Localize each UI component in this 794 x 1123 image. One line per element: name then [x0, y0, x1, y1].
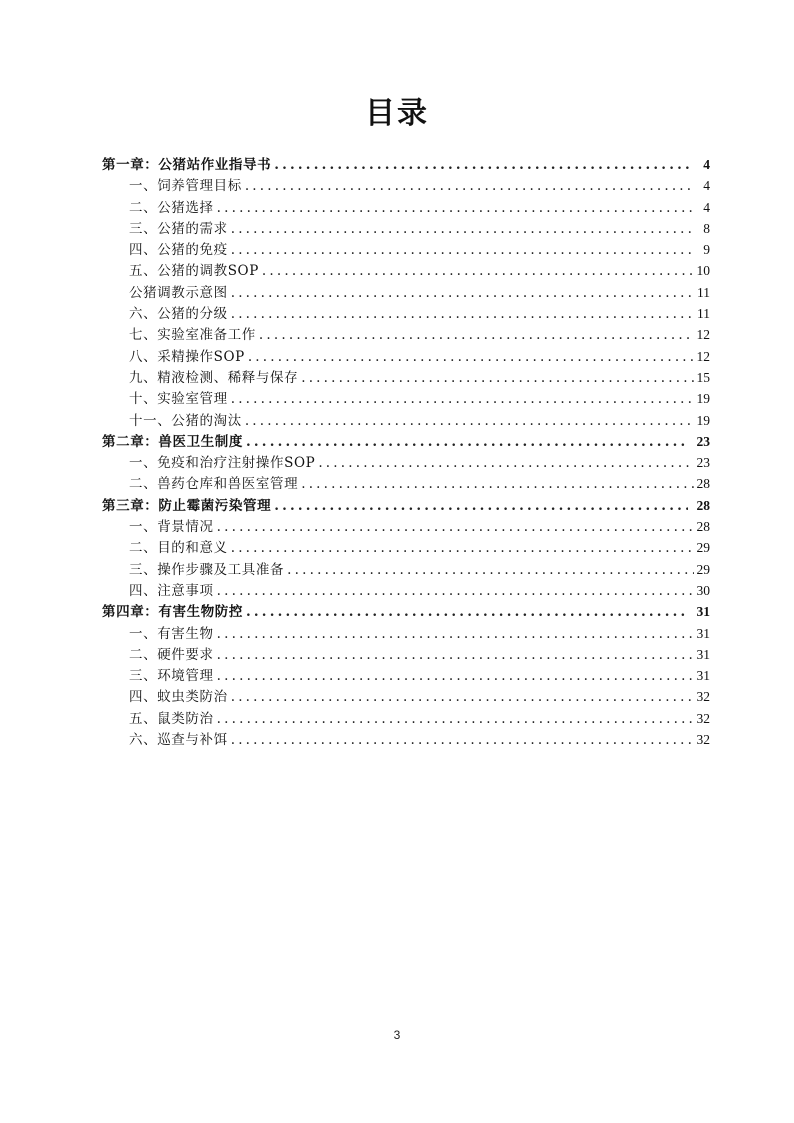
- toc-section-entry[interactable]: [102, 260, 710, 281]
- toc-section-entry[interactable]: [102, 516, 710, 537]
- toc-entry-title: 十、实验室管理: [129, 391, 228, 408]
- toc-section-entry[interactable]: [102, 644, 710, 665]
- toc-entry-title: 第一章：公猪站作业指导书: [102, 157, 272, 173]
- toc-dot-leader: [217, 581, 694, 602]
- toc-entry-title: 二、公猪选择: [129, 199, 214, 216]
- toc-section-entry[interactable]: [102, 665, 710, 686]
- toc-section-entry[interactable]: [102, 175, 710, 196]
- toc-entry-title: 一、有害生物: [129, 625, 214, 642]
- toc-dot-leader: [231, 283, 694, 304]
- toc-entry-title: 第三章：防止霉菌污染管理: [102, 497, 272, 514]
- toc-page-number: 11: [697, 284, 710, 300]
- toc-dot-leader: [231, 219, 695, 240]
- toc-section-entry[interactable]: [102, 367, 710, 388]
- toc-dot-leader: [217, 666, 694, 687]
- toc-page-number: 32: [696, 689, 710, 705]
- toc-page-number: 31: [696, 646, 710, 662]
- toc-entry-title: 三、公猪的需求: [129, 220, 228, 237]
- toc-page-number: 9: [703, 242, 710, 258]
- toc-section-entry[interactable]: [102, 473, 710, 494]
- toc-dot-leader: [217, 624, 694, 645]
- toc-section-entry[interactable]: [102, 623, 710, 644]
- toc-entry-title: 六、公猪的分级: [129, 306, 228, 323]
- toc-dot-leader: [301, 368, 693, 389]
- toc-dot-leader: [318, 453, 693, 474]
- toc-section-entry[interactable]: [102, 282, 710, 303]
- toc-chapter-entry[interactable]: [102, 431, 710, 452]
- toc-page-number: 31: [696, 668, 710, 684]
- toc-entry-title: 一、背景情况: [129, 519, 214, 536]
- toc-section-entry[interactable]: [102, 708, 710, 729]
- toc-dot-leader: [259, 325, 694, 346]
- toc-page-number: 12: [696, 327, 710, 343]
- toc-section-entry[interactable]: [102, 197, 710, 218]
- toc-entry-title: 五、鼠类防治: [129, 710, 214, 727]
- toc-dot-leader: [262, 261, 694, 282]
- toc-entry-title: 八、采精操作SOP: [129, 348, 245, 365]
- toc-dot-leader: [245, 176, 695, 197]
- toc-page-number: 19: [696, 391, 710, 407]
- page-number: 3: [393, 1028, 401, 1042]
- toc-page-number: 12: [696, 348, 710, 364]
- toc-section-entry[interactable]: [102, 537, 710, 558]
- toc-section-entry[interactable]: [102, 452, 710, 473]
- toc-dot-leader: [217, 645, 694, 666]
- toc-page-number: 29: [696, 561, 710, 577]
- toc-page-number: 31: [696, 625, 710, 641]
- toc-entry-title: 四、公猪的免疫: [129, 242, 228, 259]
- toc-entry-title: 二、目的和意义: [129, 540, 228, 557]
- toc-page-number: 32: [696, 732, 710, 748]
- toc-chapter-entry[interactable]: [102, 495, 710, 516]
- toc-entry-title: 三、环境管理: [129, 668, 214, 685]
- toc-section-entry[interactable]: [102, 388, 710, 409]
- toc-dot-leader: [231, 730, 694, 751]
- toc-page-number: 29: [696, 540, 710, 556]
- toc-page-number: 19: [696, 412, 710, 428]
- toc-page-number: 4: [703, 178, 710, 194]
- toc-dot-leader: [248, 347, 694, 368]
- toc-entry-title: 四、蚊虫类防治: [129, 689, 228, 706]
- toc-dot-leader: [231, 538, 694, 559]
- toc-dot-leader: [231, 389, 694, 410]
- toc-dot-leader: [231, 304, 694, 325]
- toc-page-number: 8: [703, 220, 710, 236]
- toc-entry-title: 四、注意事项: [129, 582, 214, 599]
- toc-title: 目录: [365, 96, 429, 131]
- toc-page-number: 28: [696, 497, 710, 513]
- toc-section-entry[interactable]: [102, 324, 710, 345]
- toc-entry-title: 十一、公猪的淘汰: [129, 412, 242, 429]
- toc-entry-title: 七、实验室准备工作: [129, 327, 256, 344]
- toc-page-number: 28: [696, 519, 710, 535]
- toc-chapter-entry[interactable]: [102, 601, 710, 622]
- toc-entry-title: 五、公猪的调教SOP: [129, 263, 259, 280]
- toc-page-number: 28: [696, 476, 710, 492]
- toc-dot-leader: [274, 496, 687, 517]
- table-of-contents: [102, 154, 710, 750]
- toc-page-number: 11: [697, 306, 710, 322]
- toc-page-number: 32: [696, 710, 710, 726]
- toc-dot-leader: [246, 602, 688, 623]
- toc-entry-title: 六、巡查与补饵: [129, 732, 228, 749]
- toc-section-entry[interactable]: [102, 686, 710, 707]
- toc-dot-leader: [287, 560, 693, 581]
- toc-chapter-entry[interactable]: [102, 154, 710, 175]
- toc-page-number: 23: [696, 455, 710, 471]
- toc-dot-leader: [301, 474, 693, 495]
- toc-entry-title: 一、免疫和治疗注射操作SOP: [129, 455, 316, 472]
- toc-page-number: 23: [696, 433, 710, 449]
- toc-entry-title: 第四章：有害生物防控: [102, 604, 243, 621]
- toc-dot-leader: [231, 240, 695, 261]
- toc-page-number: 31: [696, 604, 710, 620]
- toc-dot-leader: [231, 687, 694, 708]
- toc-entry-title: 一、饲养管理目标: [129, 178, 242, 195]
- toc-section-entry[interactable]: [102, 559, 710, 580]
- toc-entry-title: 二、硬件要求: [129, 646, 214, 663]
- toc-section-entry[interactable]: [102, 346, 710, 367]
- toc-dot-leader: [246, 432, 688, 453]
- toc-entry-title: 九、精液检测、稀释与保存: [129, 369, 299, 386]
- toc-entry-title: 二、兽药仓库和兽医室管理: [129, 476, 299, 493]
- toc-page-number: 4: [703, 157, 710, 172]
- toc-entry-title: 第二章：兽医卫生制度: [102, 433, 243, 450]
- toc-section-entry[interactable]: [102, 239, 710, 260]
- toc-section-entry[interactable]: [102, 410, 710, 431]
- toc-entry-title: 三、操作步骤及工具准备: [129, 561, 285, 578]
- toc-section-entry[interactable]: [102, 303, 710, 324]
- toc-dot-leader: [217, 198, 695, 219]
- toc-section-entry[interactable]: [102, 218, 710, 239]
- toc-dot-leader: [217, 709, 694, 730]
- toc-section-entry[interactable]: [102, 729, 710, 750]
- toc-page-number: 4: [703, 199, 710, 215]
- toc-page-number: 10: [696, 263, 710, 279]
- toc-section-entry[interactable]: [102, 580, 710, 601]
- toc-dot-leader: [245, 411, 694, 432]
- toc-dot-leader: [217, 517, 694, 538]
- toc-dot-leader: [274, 155, 689, 176]
- toc-entry-title: 公猪调教示意图: [129, 284, 228, 301]
- toc-page-number: 30: [696, 582, 710, 598]
- toc-page-number: 15: [696, 369, 710, 385]
